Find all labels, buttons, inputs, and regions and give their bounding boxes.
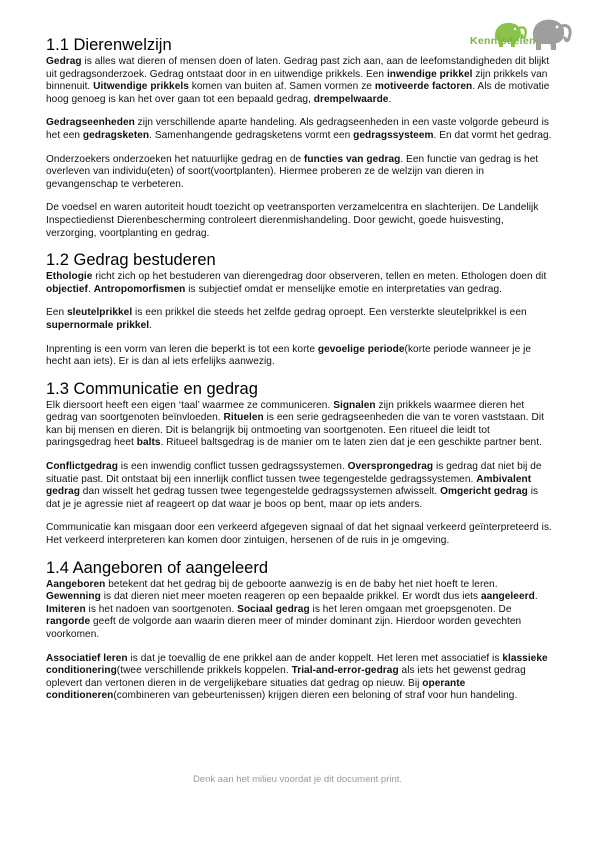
bold-term: Gedragseenheden (46, 117, 135, 129)
text-run: is een serie gedragseenheden die van te voren vaststaan. Dit kan bij mensen en dieren. Dit is belangrijk bij ontmoeting van soortgenoten. Een ritueel die leidt tot paringsgedrag heet (46, 412, 544, 449)
text-run: (korte periode wanneer je je hecht aan iets). Er is dan al iets erfelijks aanwezig. (46, 343, 532, 368)
text-run: . (388, 93, 392, 105)
bold-term: Ambivalent gedrag (46, 473, 532, 498)
text-run: is dat je toevallig de ene prikkel aan de ander koppelt. Het leren met associatief is (127, 652, 503, 664)
text-run: Een (46, 307, 67, 319)
footer-note: Denk aan het milieu voordat je dit document print. (192, 774, 403, 785)
bold-term: drempelwaarde (313, 93, 389, 105)
bold-term: sleutelprikkel (66, 307, 133, 319)
paragraph (46, 307, 554, 332)
text-run: komen van buiten af. Samen vormen ze (188, 81, 375, 93)
text-run: (twee verschillende prikkels koppelen. (116, 665, 292, 677)
bold-term: Antropomorfismen (93, 283, 186, 295)
text-run: zijn verschillende aparte handeling. Als gedragseenheden in een vaste volgorde gebeurd is het een (46, 117, 549, 141)
bold-term: Omgericht gedrag (440, 486, 528, 498)
paragraph (46, 522, 554, 547)
text-run: Onderzoekers onderzoeken het natuurlijke gedrag en de (46, 153, 305, 165)
text-run: . Als de motivatie hoog genoeg is kan het over gaan tot een bepaald gedrag, (46, 81, 550, 105)
text-run: is het leren omgaan met groepsgenoten. De (309, 603, 512, 615)
text-run: richt zich op het bestuderen van dierengedrag door observeren, tellen en meten. Ethologen doen dit (92, 271, 547, 283)
text-run: . Ritueel baltsgedrag is de manier om te laten zien dat je een geschikte partner bent. (160, 437, 542, 449)
bold-term: objectief (46, 283, 88, 295)
bold-term: Conflictgedrag (46, 461, 118, 473)
bold-term: inwendige prikkel (386, 68, 473, 80)
bold-term: Aangeboren (46, 578, 106, 590)
logo-brand: Kennisdelen (470, 35, 536, 47)
text-run: Elk diersoort heeft een eigen ‘taal’ waarmee ze communiceren. (46, 399, 334, 411)
text-run: is een prikkel die steeds het zelfde gedrag oproept. Een versterkte sleutelprikkel is een (132, 307, 527, 319)
text-run: De voedsel en waren autoriteit houdt toezicht op veetransporten verzamelcentra en slachterijen. De Landelijk Inspectiedienst Dierenbescherming controleert dierenmishandeling. Door gewicht, goede huisvesting, verzorging, voortplanting en gedrag. (46, 202, 539, 239)
bold-term: motiveerde factoren (374, 81, 473, 93)
text-run: zijn prikkels waarmee dieren het gedrag van soortgenoten beïnvloeden. (46, 399, 525, 424)
text-run: . (534, 591, 538, 603)
text-run: is dat dieren niet meer moeten reageren op een bepaalde prikkel. Er wordt dus iets (100, 591, 481, 603)
text-run: betekent dat het gedrag bij de geboorte aanwezig is en de baby het niet hoeft te leren. (105, 578, 498, 590)
logo-tld: .org (535, 35, 556, 47)
text-run: Inprenting is een vorm van leren die beperkt is tot een korte (46, 343, 318, 355)
bold-term: aangeleerd (481, 591, 535, 603)
text-run: als iets het gewenst gedrag oplevert dan vertonen dieren in de vergelijkebare situaties dat gedrag op nieuw. Bij (46, 665, 526, 689)
paragraph (46, 117, 554, 142)
section (46, 559, 554, 703)
section (46, 251, 554, 369)
bold-term: Gewenning (46, 591, 101, 603)
bold-term: Gedrag (46, 56, 82, 67)
bold-term: Sociaal gedrag (237, 603, 310, 615)
paragraph (46, 461, 554, 511)
bold-term: gedragsketen (82, 129, 150, 141)
text-run: is een inwendig conflict tussen gedragssystemen. (117, 461, 348, 473)
section-heading: 1.1 Dierenwelzijn (46, 36, 172, 54)
text-run: zijn prikkels van binnenuit. (46, 68, 548, 93)
bold-term: klassieke conditionering (46, 652, 548, 677)
section-heading: 1.4 Aangeboren of aangeleerd (46, 558, 269, 577)
text-run: is subjectief omdat er menselijke emotie en interpretaties van gedrag. (185, 283, 502, 295)
text-run: is gedrag dat niet bij de situatie past. Dit ontstaat bij een innerlijk conflict tussen twee tegengestelde gedragssystemen. (46, 461, 542, 485)
bold-term: operante conditioneren (46, 677, 466, 702)
bold-term: rangorde (46, 616, 91, 628)
bold-term: Imiteren (46, 603, 86, 615)
text-run: is alles wat dieren of mensen doen of laten. Gedrag past zich aan, aan de leefomstandigheden dit blijkt uit gedragsonderzoek. Gedrag ontstaat door in en uitwendige prikkels. Een (46, 56, 550, 80)
text-run: is het nadoen van soortgenoten. (85, 603, 238, 615)
document-body (46, 36, 554, 714)
section-heading: 1.2 Gedrag bestuderen (46, 251, 216, 270)
paragraph (46, 202, 554, 240)
text-run: (combineren van gebeurtenissen) krijgen dieren een beloning of straf voor hun handeling. (113, 690, 518, 702)
bold-term: Rituelen (223, 412, 264, 424)
section (46, 36, 554, 240)
text-run: . Een functie van gedrag is het overleven van individu(eten) of soort(voortplanten). Hiermee proberen ze de welzijn van dieren in gevangenschap te verbeteren. (46, 153, 539, 190)
paragraph (46, 56, 554, 106)
text-run: Communicatie kan misgaan door een verkeerd afgegeven signaal of dat het signaal verkeerd geïnterpreteerd is. Het verkeerd interpreteren kan komen door zintuigen, hersenen of de ruis in je omgeving. (46, 522, 552, 547)
section (46, 380, 554, 548)
text-run: . (149, 319, 152, 331)
paragraph (46, 271, 554, 296)
paragraph (46, 579, 554, 642)
bold-term: supernormale prikkel (46, 319, 150, 331)
text-run: geeft de volgorde aan waarin dieren meer of minder dominant zijn. Hierdoor worden gevechten voorkomen. (46, 616, 522, 640)
paragraph (46, 400, 554, 450)
bold-term: Trial-and-error-gedrag (291, 665, 399, 677)
text-run: is dat je je agressie niet af reageert op dat waar je boos op bent, maar op iets anders. (46, 486, 539, 510)
text-run: . (87, 283, 94, 295)
bold-term: gedragssysteem (353, 129, 434, 141)
bold-term: Uitwendige prikkels (93, 81, 189, 93)
paragraph (46, 344, 554, 369)
section-heading: 1.3 Communicatie en gedrag (46, 379, 258, 398)
paragraph (46, 653, 554, 703)
bold-term: balts (136, 437, 161, 449)
bold-term: Ethologie (46, 271, 93, 283)
bold-term: Signalen (333, 399, 376, 411)
text-run: dan wisselt het gedrag tussen twee tegengestelde gedragssystemen afwisselt. (79, 486, 441, 498)
text-run: . Samenhangende gedragsketens vormt een (149, 129, 354, 141)
paragraph (46, 154, 554, 192)
bold-term: Associatief leren (46, 652, 128, 664)
bold-term: gevoelige periode (317, 343, 405, 355)
text-run: . En dat vormt het gedrag. (433, 129, 552, 141)
bold-term: Oversprongedrag (347, 461, 434, 473)
bold-term: functies van gedrag (304, 153, 401, 165)
